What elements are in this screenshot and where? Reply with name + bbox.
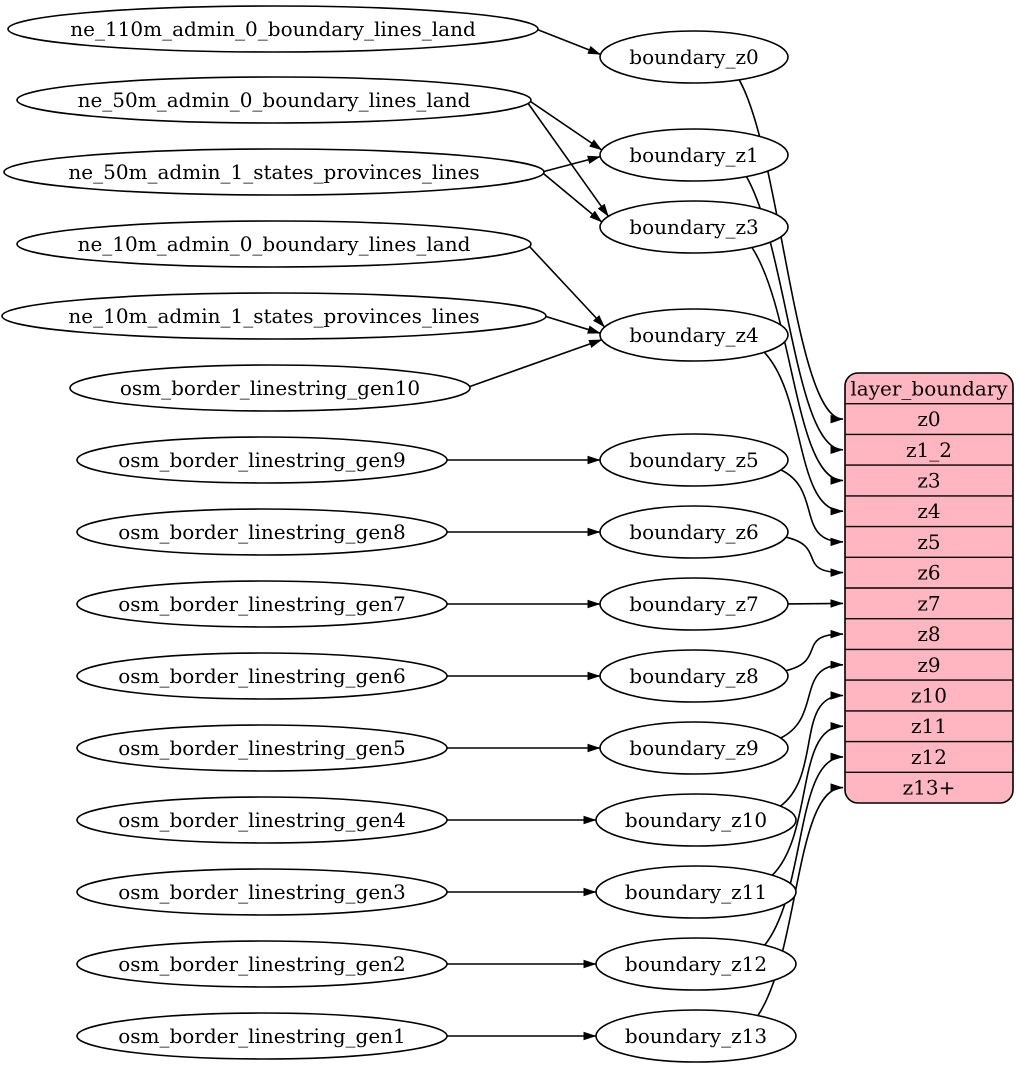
node-label: osm_border_linestring_gen6 — [118, 664, 406, 688]
node-label: boundary_z10 — [624, 808, 768, 832]
table-row-z4: z4 — [917, 499, 941, 524]
node-boundary_z11 — [596, 866, 796, 918]
node-label: boundary_z4 — [629, 323, 759, 347]
node-label: osm_border_linestring_gen4 — [118, 808, 406, 832]
node-label: boundary_z12 — [624, 952, 768, 976]
table-row-z5: z5 — [917, 529, 941, 554]
node-label: boundary_z13 — [624, 1024, 768, 1048]
edge-ne_50m_admin_1_states_provinces_lines-boundary_z1 — [544, 157, 600, 172]
node-label: boundary_z6 — [629, 520, 759, 544]
node-label: osm_border_linestring_gen5 — [118, 736, 406, 760]
node-osm_border_linestring_gen9 — [77, 437, 447, 483]
node-label: boundary_z3 — [629, 215, 759, 239]
node-label: ne_110m_admin_0_boundary_lines_land — [70, 17, 476, 41]
node-osm_border_linestring_gen3 — [77, 869, 447, 915]
edge-ne_50m_admin_0_boundary_lines_land-boundary_z1 — [531, 102, 602, 151]
node-label: boundary_z11 — [624, 880, 768, 904]
node-label: boundary_z8 — [629, 664, 759, 688]
node-label: osm_border_linestring_gen7 — [118, 592, 406, 616]
node-label: osm_border_linestring_gen8 — [118, 520, 406, 544]
table-row-z7: z7 — [917, 591, 941, 616]
node-label: boundary_z9 — [629, 736, 759, 760]
node-label: osm_border_linestring_gen3 — [118, 880, 406, 904]
edge-ne_50m_admin_0_boundary_lines_land-boundary_z3 — [528, 103, 608, 216]
node-label: osm_border_linestring_gen2 — [118, 952, 406, 976]
node-osm_border_linestring_gen4 — [77, 797, 447, 843]
node-osm_border_linestring_gen7 — [77, 581, 447, 627]
node-osm_border_linestring_gen8 — [77, 509, 447, 555]
node-boundary_z8 — [600, 650, 788, 702]
node-label: ne_10m_admin_1_states_provinces_lines — [68, 304, 480, 328]
node-boundary_z10 — [596, 794, 796, 846]
edge-boundary_z4-layer_boundary-z4 — [764, 352, 843, 511]
node-label: ne_10m_admin_0_boundary_lines_land — [77, 232, 471, 256]
node-osm_border_linestring_gen2 — [77, 941, 447, 987]
table-row-z11: z11 — [911, 714, 947, 739]
table-row-z1_2: z1_2 — [906, 437, 952, 462]
node-label: boundary_z1 — [629, 143, 759, 167]
table-row-z6: z6 — [917, 560, 941, 585]
node-boundary_z3 — [600, 201, 788, 253]
node-label: osm_border_linestring_gen10 — [119, 376, 421, 400]
table-row-z0: z0 — [917, 407, 941, 432]
node-boundary_z13 — [596, 1010, 796, 1062]
node-osm_border_linestring_gen10 — [70, 365, 470, 411]
table-layer_boundary — [845, 373, 1013, 803]
edge-boundary_z6-layer_boundary-z6 — [786, 537, 843, 572]
table-row-z12: z12 — [911, 744, 947, 769]
table-row-z10: z10 — [911, 683, 947, 708]
node-label: osm_border_linestring_gen9 — [118, 448, 406, 472]
node-ne_50m_admin_1_states_provinces_lines — [4, 149, 544, 195]
node-ne_10m_admin_0_boundary_lines_land — [17, 221, 531, 267]
node-label: ne_50m_admin_1_states_provinces_lines — [68, 160, 480, 184]
node-osm_border_linestring_gen6 — [77, 653, 447, 699]
node-label: boundary_z0 — [629, 45, 759, 69]
node-boundary_z4 — [600, 309, 788, 361]
edge-ne_10m_admin_1_states_provinces_lines-boundary_z4 — [546, 317, 600, 334]
table-row-z3: z3 — [917, 468, 941, 493]
edge-ne_50m_admin_1_states_provinces_lines-boundary_z3 — [543, 174, 601, 223]
table-header: layer_boundary — [850, 376, 1008, 401]
node-label: osm_border_linestring_gen1 — [118, 1024, 406, 1048]
table-row-z8: z8 — [917, 622, 941, 647]
node-boundary_z6 — [600, 506, 788, 558]
node-label: boundary_z5 — [629, 448, 759, 472]
edge-boundary_z5-layer_boundary-z5 — [781, 470, 843, 542]
edge-boundary_z7-layer_boundary-z7 — [788, 603, 843, 604]
node-boundary_z1 — [600, 129, 788, 181]
node-boundary_z9 — [600, 722, 788, 774]
node-boundary_z5 — [600, 434, 788, 486]
edge-ne_110m_admin_0_boundary_lines_land-boundary_z0 — [538, 30, 601, 55]
node-osm_border_linestring_gen1 — [77, 1013, 447, 1059]
node-boundary_z0 — [600, 31, 788, 83]
node-label: boundary_z7 — [629, 592, 759, 616]
table-row-z13+: z13+ — [902, 775, 956, 800]
edge-osm_border_linestring_gen10-boundary_z4 — [470, 340, 602, 387]
table-row-z9: z9 — [917, 652, 941, 677]
node-boundary_z7 — [600, 578, 788, 630]
node-label: ne_50m_admin_0_boundary_lines_land — [77, 88, 471, 112]
node-osm_border_linestring_gen5 — [77, 725, 447, 771]
node-ne_50m_admin_0_boundary_lines_land — [17, 77, 531, 123]
node-boundary_z12 — [596, 938, 796, 990]
node-ne_10m_admin_1_states_provinces_lines — [2, 293, 546, 339]
node-ne_110m_admin_0_boundary_lines_land — [8, 6, 538, 52]
